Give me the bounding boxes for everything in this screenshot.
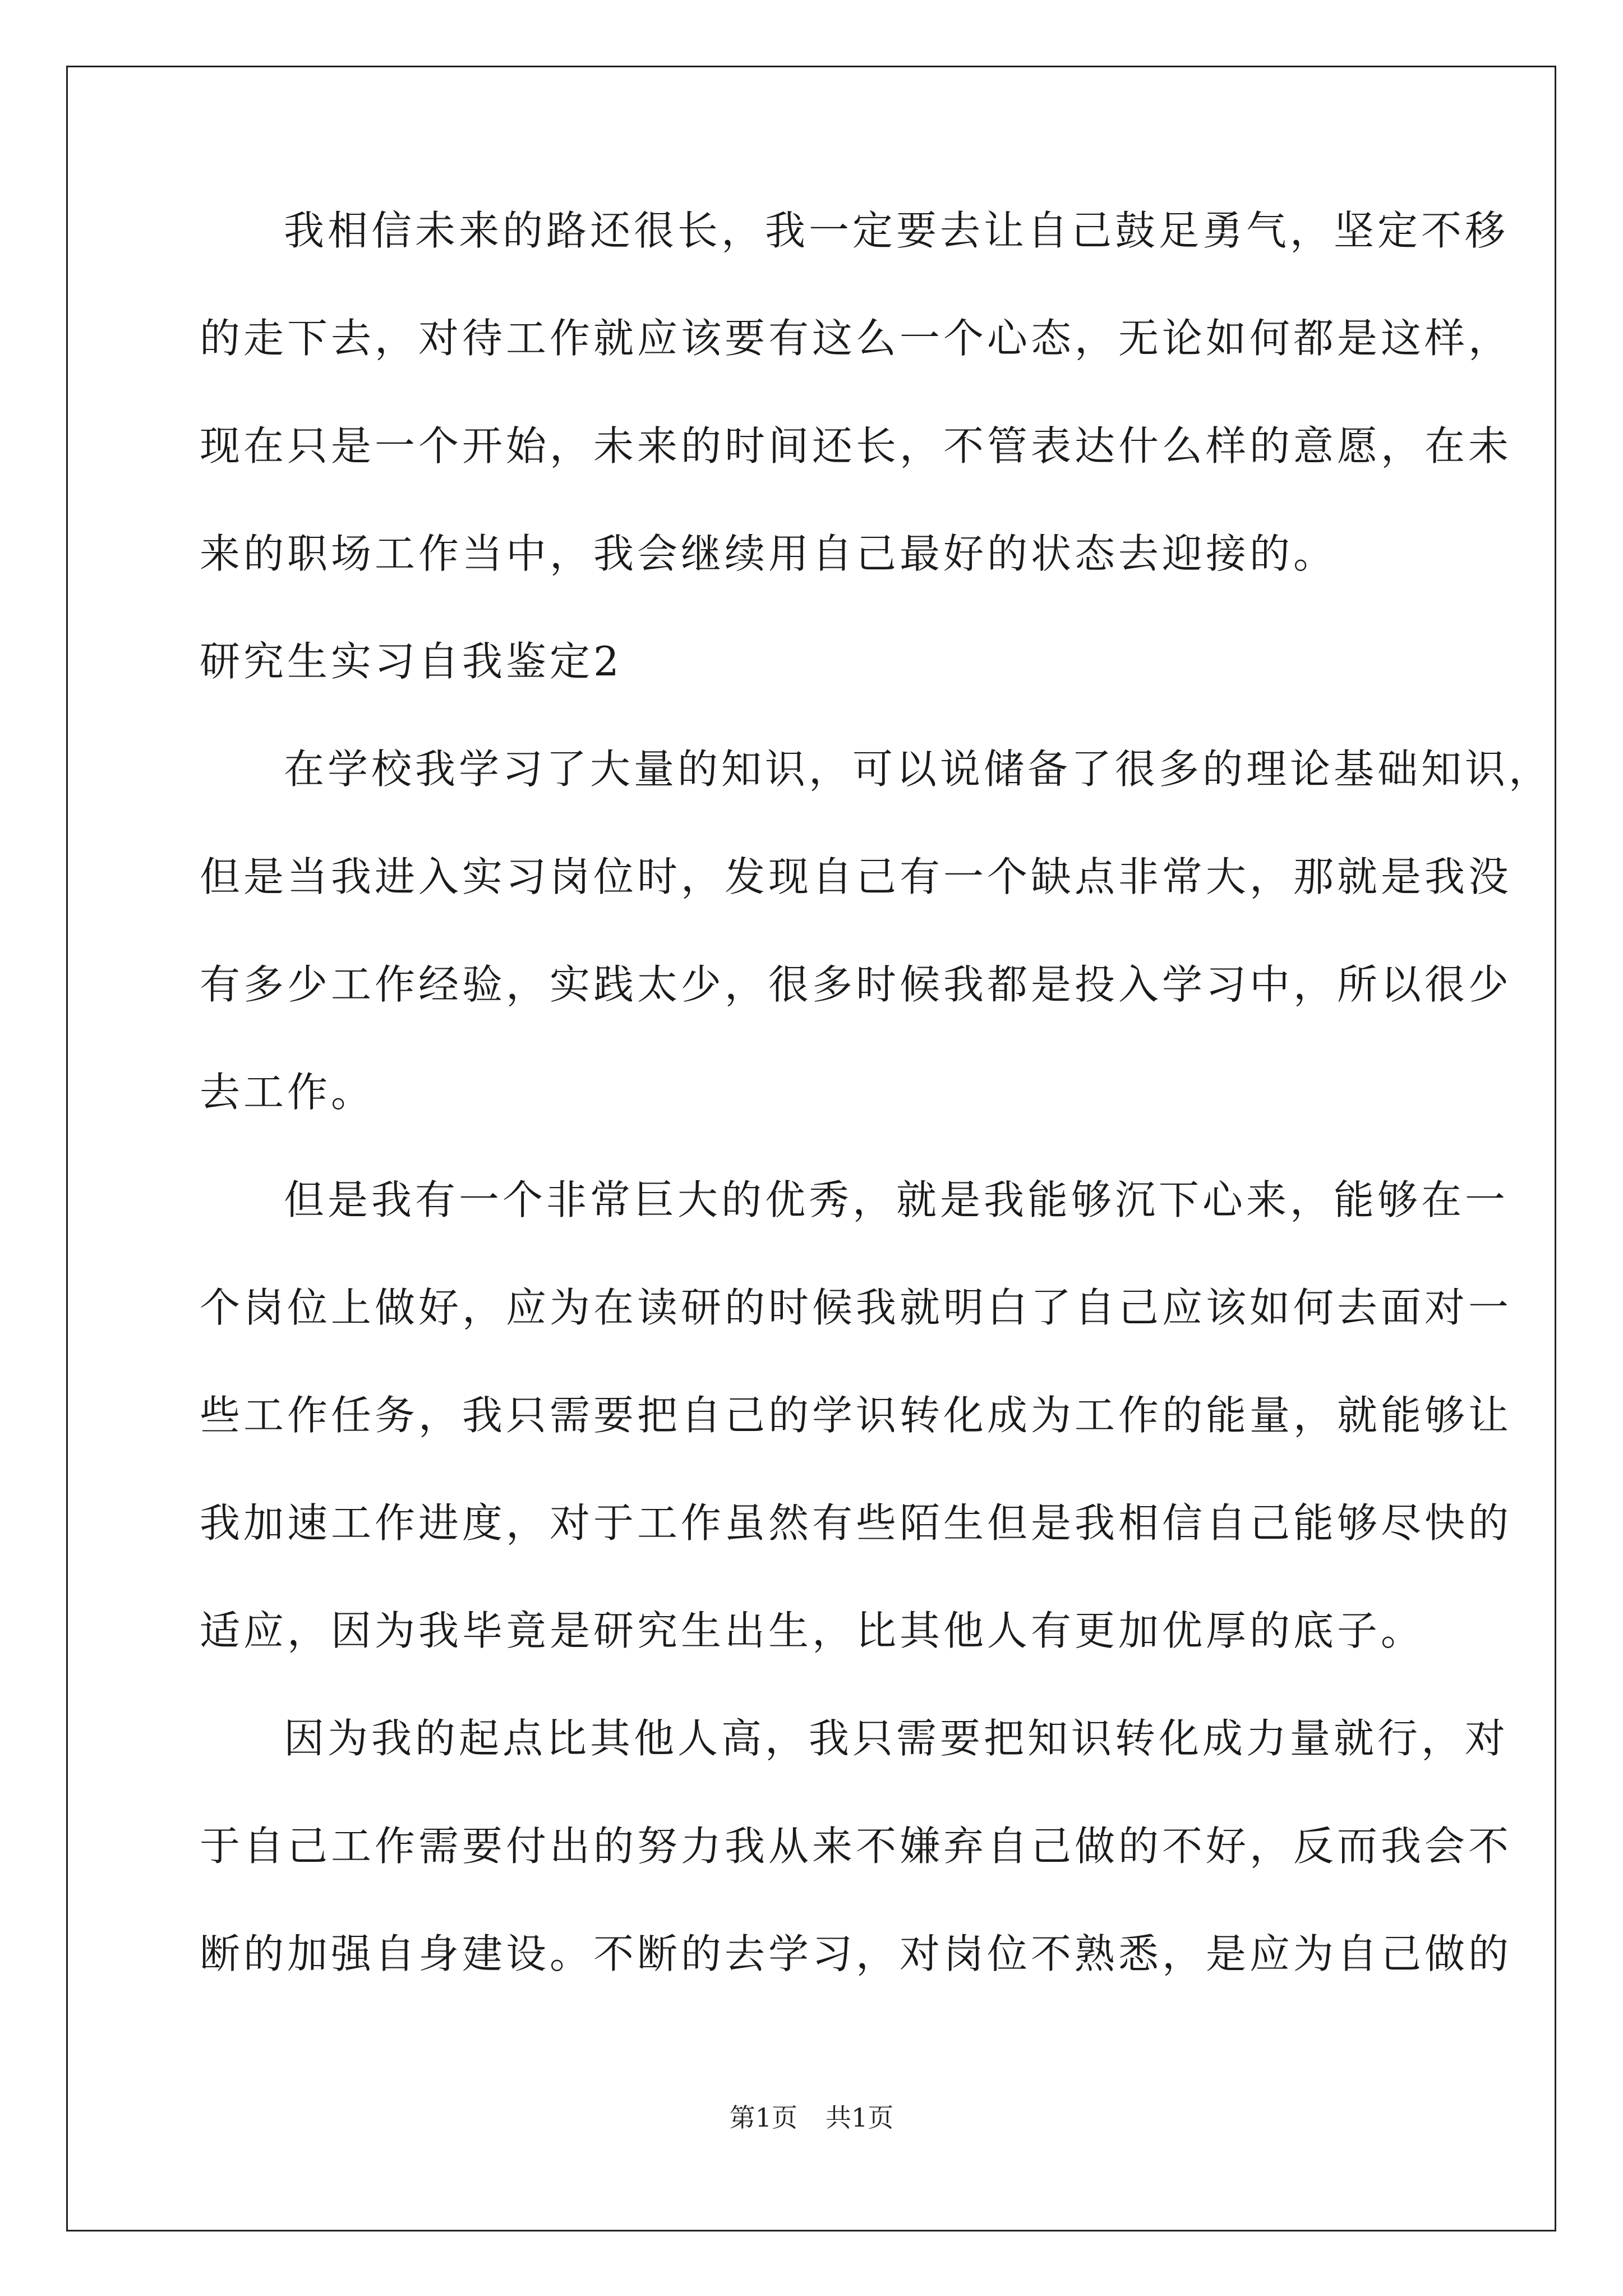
text-line: 但是我有一个非常巨大的优秀，就是我能够沉下心来，能够在一 [284, 1176, 1509, 1223]
text-line: 我相信未来的路还很长，我一定要去让自己鼓足勇气，坚定不移 [284, 207, 1509, 254]
text-line: 去工作。 [200, 1069, 375, 1116]
page-total: 共1页 [826, 2102, 894, 2133]
text-line: 适应，因为我毕竟是研究生出生，比其他人有更加优厚的底子。 [200, 1607, 1425, 1654]
page-footer [0, 2102, 1623, 2133]
paragraph-2 [200, 746, 1553, 1180]
text-line: 个岗位上做好，应为在读研的时候我就明白了自己应该如何去面对一 [200, 1284, 1513, 1331]
section-heading [200, 638, 1433, 749]
paragraph-4 [200, 1715, 1513, 2041]
text-line: 的走下去，对待工作就应该要有这么一个心态，无论如何都是这样， [200, 315, 1513, 362]
text-line: 些工作任务，我只需要把自己的学识转化成为工作的能量，就能够让 [200, 1392, 1513, 1439]
text-line: 有多少工作经验，实践太少，很多时候我都是投入学习中，所以很少 [200, 961, 1513, 1008]
text-line: 来的职场工作当中，我会继续用自己最好的状态去迎接的。 [200, 530, 1338, 577]
text-line: 我加速工作进度，对于工作虽然有些陌生但是我相信自己能够尽快的 [200, 1499, 1513, 1547]
text-line: 于自己工作需要付出的努力我从来不嫌弃自己做的不好，反而我会不 [200, 1823, 1513, 1870]
heading-text: 研究生实习自我鉴定2 [200, 638, 623, 685]
paragraph-3 [200, 1176, 1513, 1718]
text-line: 断的加强自身建设。不断的去学习，对岗位不熟悉，是应为自己做的 [200, 1930, 1513, 1977]
text-line: 现在只是一个开始，未来的时间还长，不管表达什么样的意愿，在未 [200, 422, 1513, 470]
text-line: 因为我的起点比其他人高，我只需要把知识转化成力量就行，对 [284, 1715, 1509, 1762]
paragraph-1 [200, 207, 1513, 641]
document-body [200, 207, 1553, 2041]
text-line: 在学校我学习了大量的知识，可以说储备了很多的理论基础知识， [284, 746, 1553, 793]
text-line: 但是当我进入实习岗位时，发现自己有一个缺点非常大，那就是我没 [200, 853, 1513, 900]
page-number: 第1页 [729, 2102, 797, 2133]
